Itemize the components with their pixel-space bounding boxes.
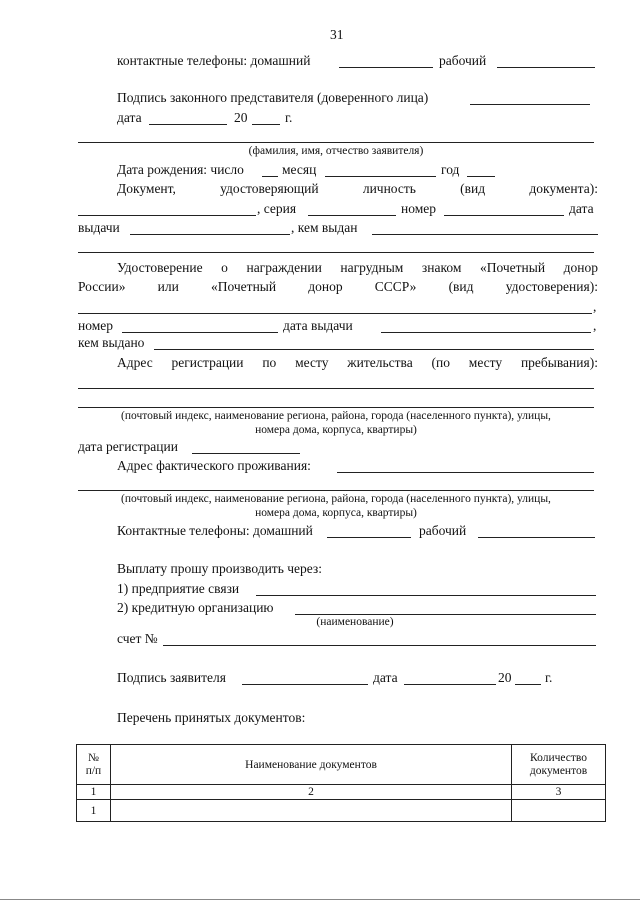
actual-address-label: Адрес фактического проживания: [117,458,311,473]
certificate-number-label: номер [78,318,114,333]
certificate-issued-by-field[interactable] [154,349,594,350]
payment-account-field[interactable] [163,645,596,646]
certificate-date-label: дата выдачи [283,318,353,333]
cert-word: «Почетный [479,260,546,275]
cert-word: Удостоверение [117,260,203,275]
header-name [110,745,511,785]
birth-month-label: месяц [282,162,317,177]
applicant-year-suffix: г. [545,670,553,685]
certificate-heading-line1 [117,260,598,276]
identity-number-field[interactable] [444,215,564,216]
identity-date-label: дата [569,201,594,216]
reg-word: жительства [347,355,413,370]
table-cell-name[interactable] [110,800,511,822]
rep-year-suffix: г. [285,110,293,125]
applicant-signature-label: Подпись заявителя [117,670,226,685]
reg-word: (по [431,355,450,370]
certificate-number-field[interactable] [122,332,278,333]
phones-work-field[interactable] [497,67,595,68]
applicant-year-prefix: 20 [498,670,512,685]
identity-issued-by-label: , кем выдан [291,220,358,235]
identity-word: личность [362,181,416,196]
applicant-signature-field[interactable] [242,684,368,685]
birth-year-label: год [441,162,460,177]
table-cell: 2 [110,785,511,800]
header-num-text: № п/п [85,751,102,777]
documents-table [76,744,606,822]
certificate-date-comma: , [593,318,597,333]
cert-word: (вид [448,279,474,294]
phones-work-label: рабочий [439,53,487,68]
certificate-type-field[interactable] [78,313,592,314]
reg-word: месту [468,355,503,370]
applicant-year-field[interactable] [515,684,541,685]
certificate-date-field[interactable] [381,332,591,333]
cert-word: СССР» [374,279,417,294]
header-qty [512,745,606,785]
cert-word: «Почетный [210,279,277,294]
registration-address-field-2[interactable] [78,407,594,408]
header-name-text: Наименование документов [245,758,377,771]
registration-date-label: дата регистрации [78,439,178,454]
phones2-home-field[interactable] [327,537,411,538]
identity-word: (вид [460,181,486,196]
phones-home-label: контактные телефоны: домашний [117,53,311,68]
rep-signature-label: Подпись законного представителя (доверенного лица) [117,90,429,105]
birth-day-label: Дата рождения: число [117,162,244,177]
documents-list-title: Перечень принятых документов: [117,710,306,725]
applicant-date-label: дата [373,670,398,685]
registration-heading [117,355,598,371]
certificate-issued-by-label: кем выдано [78,335,145,350]
payment-bank-caption: (наименование) [316,616,394,628]
cert-word: нагрудным [340,260,404,275]
rep-date-label: дата [117,110,142,125]
reg-word: месту [295,355,329,370]
identity-word: Документ, [117,181,176,196]
cert-word: награждении [246,260,322,275]
identity-type-field[interactable] [78,215,256,216]
actual-caption-2: номера дома, корпуса, квартиры) [255,507,417,519]
cert-word: России» [78,279,126,294]
identity-issued-by-field[interactable] [372,234,598,235]
payment-intro: Выплату прошу производить через: [117,561,322,576]
rep-year-field[interactable] [252,124,280,125]
header-num [77,745,111,785]
cert-word: удостоверения): [505,279,598,294]
table-header-row [77,745,606,785]
table-cell: 1 [77,800,111,822]
table-cell: 3 [512,785,606,800]
reg-word: Адрес [117,355,153,370]
actual-address-field-1[interactable] [337,472,594,473]
table-cell-qty[interactable] [512,800,606,822]
payment-option-bank: 2) кредитную организацию [117,600,274,615]
table-row [77,800,606,822]
identity-issue-date-field[interactable] [130,234,290,235]
cert-word: донор [563,260,598,275]
header-qty-text: Количество документов [529,751,588,777]
identity-series-field[interactable] [308,215,396,216]
certificate-heading-line2 [78,279,598,295]
cert-word: или [157,279,179,294]
applicant-name-caption: (фамилия, имя, отчество заявителя) [248,145,424,157]
identity-issue-label: выдачи [78,220,120,235]
page-bottom-edge [0,899,640,900]
registration-date-field[interactable] [192,453,300,454]
actual-caption-1: (почтовый индекс, наименование региона, района, города (населенного пункта), улицы, [121,493,551,505]
reg-word: по [262,355,277,370]
identity-issued-by-field-2[interactable] [78,252,594,253]
registration-caption-1: (почтовый индекс, наименование региона, района, города (населенного пункта), улицы, [121,410,551,422]
identity-series-label: , серия [257,201,297,216]
page-number: 31 [330,27,344,42]
birth-year-field[interactable] [467,176,495,177]
table-index-row [77,785,606,800]
phones2-work-label: рабочий [419,523,467,538]
actual-address-field-2[interactable] [78,490,594,491]
rep-year-prefix: 20 [234,110,248,125]
phones2-work-field[interactable] [478,537,595,538]
rep-signature-field[interactable] [470,104,590,105]
phones2-home-label: Контактные телефоны: домашний [117,523,313,538]
certificate-type-comma: , [593,299,597,314]
identity-doc-heading [117,181,598,197]
reg-word: пребывания): [520,355,598,370]
payment-option-post: 1) предприятие связи [117,581,240,596]
applicant-date-field[interactable] [404,684,496,685]
birth-month-field[interactable] [325,176,436,177]
cert-word: знаком [421,260,462,275]
birth-day-field[interactable] [262,176,278,177]
identity-word: удостоверяющий [220,181,319,196]
applicant-name-field[interactable] [78,142,594,143]
payment-post-field[interactable] [256,595,596,596]
cert-word: о [221,260,228,275]
table-cell: 1 [77,785,111,800]
phones-home-field[interactable] [339,67,433,68]
payment-account-label: счет № [117,631,158,646]
registration-caption-2: номера дома, корпуса, квартиры) [255,424,417,436]
identity-number-label: номер [401,201,437,216]
registration-address-field-1[interactable] [78,388,594,389]
rep-date-field[interactable] [149,124,227,125]
cert-word: донор [308,279,343,294]
reg-word: регистрации [171,355,244,370]
identity-word: документа): [529,181,598,196]
